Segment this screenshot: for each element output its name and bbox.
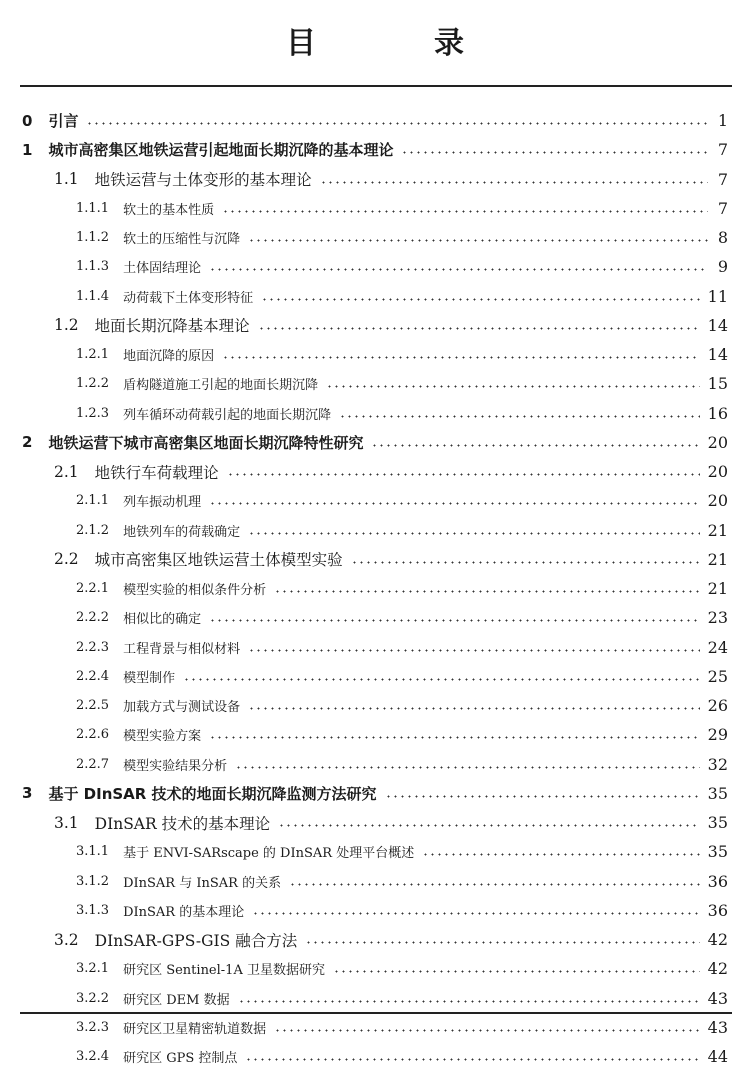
toc-entry-page: 8 xyxy=(717,228,728,248)
toc-entry-page: 23 xyxy=(707,608,728,628)
toc-entry[interactable] xyxy=(0,516,750,545)
toc-entry-label: 地铁运营下城市高密集区地面长期沉降特性研究 xyxy=(48,433,364,452)
toc-dot-leader xyxy=(258,327,700,330)
toc-entry-label: DInSAR 的基本理论 xyxy=(123,904,245,920)
toc-dot-leader xyxy=(209,268,708,271)
toc-entry-page: 21 xyxy=(707,549,728,569)
toc-entry[interactable] xyxy=(0,837,750,866)
toc-entry-label: DInSAR 与 InSAR 的关系 xyxy=(123,875,282,891)
toc-entry-page: 7 xyxy=(717,169,728,189)
toc-entry-number: 2.2.7 xyxy=(76,756,110,772)
toc-entry[interactable] xyxy=(0,867,750,896)
toc-entry-number: 2.2 xyxy=(54,550,79,569)
table-of-contents xyxy=(0,106,750,1071)
toc-entry-number: 3.2 xyxy=(54,930,79,949)
toc-entry-page: 42 xyxy=(707,959,728,979)
toc-entry-number: 2.2.2 xyxy=(76,610,110,626)
toc-entry-number: 2.2.3 xyxy=(76,639,110,655)
toc-entry-label: 模型实验的相似条件分析 xyxy=(123,583,267,599)
toc-entry[interactable] xyxy=(0,223,750,252)
toc-entry-page: 43 xyxy=(707,988,728,1008)
toc-dot-leader xyxy=(235,766,700,769)
toc-entry-label: 基于 DInSAR 技术的地面长期沉降监测方法研究 xyxy=(48,784,377,803)
toc-entry-label: DInSAR 技术的基本理论 xyxy=(94,814,271,833)
toc-dot-leader xyxy=(289,883,700,886)
toc-entry[interactable] xyxy=(0,369,750,398)
toc-entry[interactable] xyxy=(0,691,750,720)
toc-dot-leader xyxy=(222,210,708,213)
toc-entry-number: 1.1.2 xyxy=(76,230,110,246)
toc-dot-leader xyxy=(274,1029,700,1032)
toc-entry-number: 2.2.4 xyxy=(76,668,110,684)
toc-dot-leader xyxy=(209,502,700,505)
toc-entry-number: 1.2 xyxy=(54,316,79,335)
toc-entry-number: 3.2.1 xyxy=(76,961,110,977)
toc-entry-label: 城市高密集区地铁运营土体模型实验 xyxy=(94,551,343,570)
toc-entry-page: 20 xyxy=(707,462,728,482)
toc-entry-label: 引言 xyxy=(48,112,79,131)
toc-dot-leader xyxy=(238,1000,700,1003)
toc-entry-number: 0 xyxy=(22,111,33,130)
toc-entry[interactable] xyxy=(0,984,750,1013)
toc-entry-page: 29 xyxy=(707,725,728,745)
toc-entry-number: 1.2.1 xyxy=(76,347,110,363)
toc-entry-number: 2.2.1 xyxy=(76,581,110,597)
toc-entry-label: 研究区卫星精密轨道数据 xyxy=(123,1021,267,1037)
toc-dot-leader xyxy=(245,1058,699,1061)
toc-entry-label: 地铁列车的荷载确定 xyxy=(123,524,241,540)
toc-entry-number: 3 xyxy=(22,784,33,803)
toc-entry-label: 工程背景与相似材料 xyxy=(123,641,241,657)
toc-entry-number: 2.1.1 xyxy=(76,493,110,509)
toc-entry-page: 32 xyxy=(707,754,728,774)
toc-dot-leader xyxy=(278,824,700,827)
toc-entry-label: DInSAR-GPS-GIS 融合方法 xyxy=(94,931,298,950)
toc-entry-label: 地铁运营与土体变形的基本理论 xyxy=(94,171,312,190)
toc-dot-leader xyxy=(261,298,700,301)
toc-dot-leader xyxy=(422,853,699,856)
toc-entry-page: 35 xyxy=(707,813,728,833)
toc-entry-number: 1.1.1 xyxy=(76,200,110,216)
toc-entry[interactable] xyxy=(0,106,750,135)
toc-entry-number: 3.2.4 xyxy=(76,1049,110,1065)
toc-entry-page: 11 xyxy=(707,286,728,306)
toc-entry[interactable] xyxy=(0,545,750,574)
toc-entry-number: 3.1.3 xyxy=(76,902,110,918)
toc-entry[interactable] xyxy=(0,750,750,779)
toc-entry-page: 21 xyxy=(707,579,728,599)
toc-entry-number: 1.1 xyxy=(54,170,79,189)
toc-entry-page: 42 xyxy=(707,930,728,950)
toc-entry[interactable] xyxy=(0,165,750,194)
toc-entry-page: 7 xyxy=(717,198,728,218)
toc-entry-label: 地面长期沉降基本理论 xyxy=(94,317,250,336)
toc-entry-page: 14 xyxy=(707,315,728,335)
toc-dot-leader xyxy=(248,532,700,535)
toc-entry-page: 16 xyxy=(707,403,728,423)
toc-entry[interactable] xyxy=(0,282,750,311)
toc-entry[interactable] xyxy=(0,194,750,223)
toc-entry-number: 1 xyxy=(22,140,33,159)
toc-dot-leader xyxy=(248,239,708,242)
toc-entry-number: 2.2.5 xyxy=(76,698,110,714)
toc-entry-number: 3.1 xyxy=(54,813,79,832)
toc-entry[interactable] xyxy=(0,954,750,983)
toc-entry[interactable] xyxy=(0,779,750,808)
toc-entry-number: 1.2.2 xyxy=(76,376,110,392)
toc-entry-page: 20 xyxy=(707,491,728,511)
toc-entry-number: 3.1.2 xyxy=(76,873,110,889)
toc-entry-label: 模型制作 xyxy=(123,670,176,686)
toc-entry-number: 1.2.3 xyxy=(76,405,110,421)
toc-dot-leader xyxy=(209,619,700,622)
toc-entry[interactable] xyxy=(0,1013,750,1042)
toc-entry[interactable] xyxy=(0,252,750,281)
toc-entry-number: 1.1.4 xyxy=(76,288,110,304)
toc-entry-label: 列车循环动荷载引起的地面长期沉降 xyxy=(123,407,332,423)
toc-entry[interactable] xyxy=(0,720,750,749)
bottom-divider xyxy=(20,1012,732,1014)
toc-entry-label: 土体固结理论 xyxy=(123,261,202,277)
toc-entry-number: 1.1.3 xyxy=(76,259,110,275)
toc-dot-leader xyxy=(320,181,708,184)
toc-entry[interactable] xyxy=(0,603,750,632)
toc-entry-number: 2 xyxy=(22,433,33,452)
toc-dot-leader xyxy=(274,590,700,593)
toc-entry-page: 7 xyxy=(717,140,728,160)
toc-entry-page: 1 xyxy=(717,111,728,131)
toc-entry-page: 36 xyxy=(707,871,728,891)
toc-entry-label: 模型实验方案 xyxy=(123,729,202,745)
toc-entry[interactable] xyxy=(0,574,750,603)
toc-entry-page: 43 xyxy=(707,1017,728,1037)
toc-entry[interactable] xyxy=(0,428,750,457)
toc-entry-label: 相似比的确定 xyxy=(123,612,202,628)
toc-entry-page: 21 xyxy=(707,520,728,540)
toc-dot-leader xyxy=(209,736,700,739)
toc-entry[interactable] xyxy=(0,925,750,954)
toc-entry[interactable] xyxy=(0,808,750,837)
toc-dot-leader xyxy=(86,122,708,125)
toc-entry-label: 地铁行车荷载理论 xyxy=(94,463,219,482)
toc-entry[interactable] xyxy=(0,633,750,662)
toc-dot-leader xyxy=(227,473,700,476)
toc-entry-label: 盾构隧道施工引起的地面长期沉降 xyxy=(123,378,319,394)
toc-entry-number: 3.1.1 xyxy=(76,844,110,860)
page-title: 目 录 xyxy=(286,26,508,61)
toc-entry-page: 35 xyxy=(707,842,728,862)
toc-entry[interactable] xyxy=(0,896,750,925)
toc-dot-leader xyxy=(371,444,699,447)
toc-entry-page: 24 xyxy=(707,637,728,657)
toc-entry-label: 研究区 DEM 数据 xyxy=(123,992,230,1008)
toc-entry[interactable] xyxy=(0,311,750,340)
toc-dot-leader xyxy=(385,795,700,798)
toc-entry-number: 3.2.2 xyxy=(76,990,110,1006)
toc-entry-number: 2.1 xyxy=(54,462,79,481)
toc-entry-number: 2.1.2 xyxy=(76,522,110,538)
toc-entry-page: 44 xyxy=(707,1047,728,1067)
toc-entry-label: 动荷载下土体变形特征 xyxy=(123,290,254,306)
toc-entry-label: 研究区 GPS 控制点 xyxy=(123,1051,238,1067)
toc-dot-leader xyxy=(222,356,700,359)
toc-entry-page: 35 xyxy=(707,783,728,803)
toc-entry[interactable] xyxy=(0,340,750,369)
toc-dot-leader xyxy=(248,649,700,652)
toc-dot-leader xyxy=(339,415,700,418)
toc-entry-label: 软土的压缩性与沉降 xyxy=(123,232,241,248)
toc-entry-number: 2.2.6 xyxy=(76,727,110,743)
toc-entry-label: 模型实验结果分析 xyxy=(123,758,228,774)
toc-entry[interactable] xyxy=(0,486,750,515)
toc-entry-page: 15 xyxy=(707,374,728,394)
toc-entry-page: 20 xyxy=(707,432,728,452)
toc-entry-label: 列车振动机理 xyxy=(123,495,202,511)
toc-entry-label: 地面沉降的原因 xyxy=(123,349,215,365)
toc-entry-page: 14 xyxy=(707,345,728,365)
toc-entry-label: 加载方式与测试设备 xyxy=(123,700,241,716)
toc-entry-label: 基于 ENVI-SARscape 的 DInSAR 处理平台概述 xyxy=(123,846,415,862)
toc-dot-leader xyxy=(183,678,700,681)
toc-entry[interactable] xyxy=(0,457,750,486)
toc-dot-leader xyxy=(401,151,708,154)
toc-entry-page: 36 xyxy=(707,900,728,920)
toc-entry-page: 26 xyxy=(707,696,728,716)
toc-dot-leader xyxy=(351,561,700,564)
toc-entry[interactable] xyxy=(0,135,750,164)
toc-dot-leader xyxy=(248,707,700,710)
toc-entry-number: 3.2.3 xyxy=(76,1019,110,1035)
toc-entry-label: 城市高密集区地铁运营引起地面长期沉降的基本理论 xyxy=(48,141,394,160)
toc-entry[interactable] xyxy=(0,1042,750,1071)
top-divider xyxy=(20,85,732,87)
toc-entry[interactable] xyxy=(0,399,750,428)
toc-dot-leader xyxy=(252,912,699,915)
toc-entry-page: 25 xyxy=(707,666,728,686)
toc-entry[interactable] xyxy=(0,662,750,691)
toc-dot-leader xyxy=(305,941,699,944)
toc-dot-leader xyxy=(326,385,700,388)
toc-dot-leader xyxy=(333,970,700,973)
toc-entry-page: 9 xyxy=(717,257,728,277)
toc-entry-label: 软土的基本性质 xyxy=(123,202,215,218)
toc-entry-label: 研究区 Sentinel-1A 卫星数据研究 xyxy=(123,963,325,979)
